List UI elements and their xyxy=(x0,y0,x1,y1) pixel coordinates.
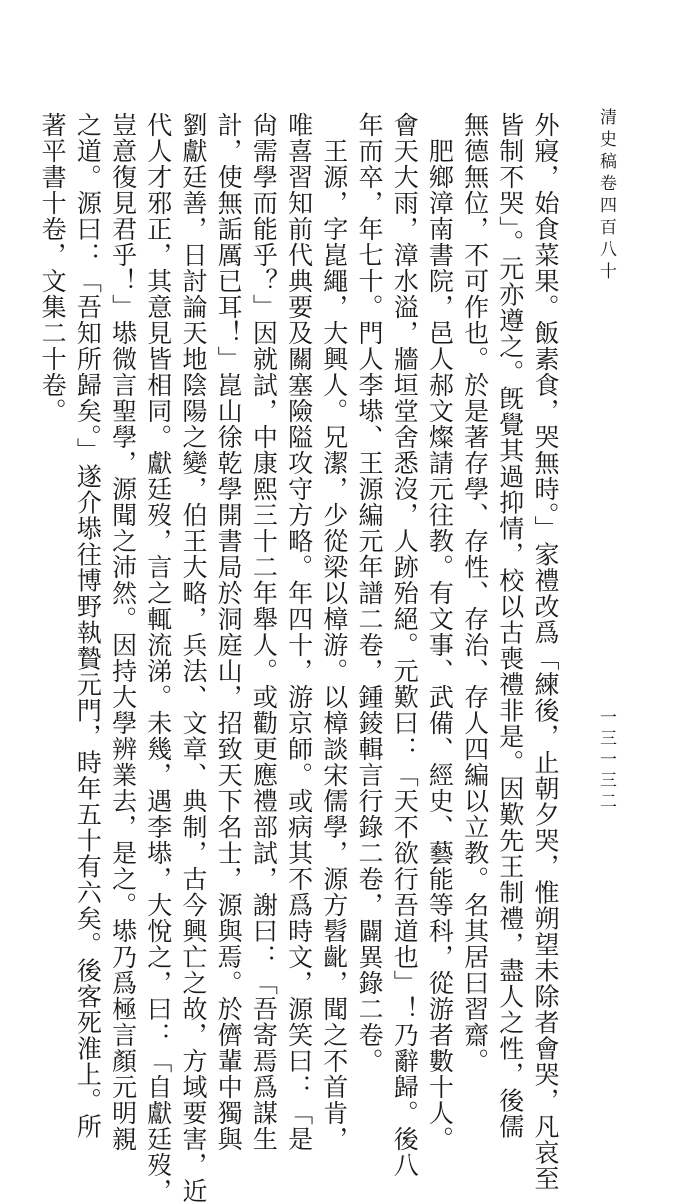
text-line: 肥鄉漳南書院，邑人郝文燦請元往教。有文事、武備、經史、藝能等科，從游者數十人。 xyxy=(425,112,455,1152)
text-line: 計，使無詬厲已耳！」崑山徐乾學開書局於洞庭山，招致天下名士，源與焉。於儕輩中獨與 xyxy=(214,112,244,1152)
text-line: 會天大雨，漳水溢，牆垣堂舍悉沒，人跡殆絕。元歎曰：「天不欲行吾道也」！乃辭歸。後八 xyxy=(390,112,420,1178)
text-line: 代人才邪正，其意見皆相同。獻廷歿，言之輒流涕。未幾，遇李塨，大悅之，曰：「自獻廷歿， xyxy=(143,112,173,1204)
text-line: 年而卒，年七十。門人李塨、王源編元年譜二卷，鍾錂輯言行錄二卷，闢異錄二卷。 xyxy=(354,112,384,1074)
running-header: 清史稿卷四百八十 xyxy=(596,108,616,284)
text-line: 著平書十卷，文集二十卷。 xyxy=(38,112,68,424)
text-line: 之道。源曰：「吾知所歸矣。」遂介塨往博野執贄元門，時年五十有六矣。後客死淮上。所 xyxy=(73,112,103,1140)
text-line: 唯喜習知前代典要及關塞險隘攻守方略。年四十，游京師。或病其不爲時文，源笑曰：「是 xyxy=(284,112,314,1152)
text-line: 外寢，始食菜果。飯素食，哭無時。」家禮改爲「練後，止朝夕哭，惟朔望未除者會哭，凡哀至 xyxy=(531,112,560,1192)
text-line: 無德無位，不可作也。於是著存學、存性、存治、存人四編以立教。名其居曰習齋。 xyxy=(460,112,490,1074)
body-text xyxy=(35,112,563,1204)
text-line: 皆制不哭」。元亦遵之。旣覺其過抑情，校以古喪禮非是。因歎先王制禮，盡人之性，後儒 xyxy=(495,112,525,1140)
text-line: 王源，字崑繩，大興人。兄潔，少從梁以樟游。以樟談宋儒學，源方髫齔，聞之不首肯， xyxy=(319,112,349,1152)
text-line: 尙需學而能乎？」因就試，中康熙三十二年舉人。或勸更應禮部試，謝曰：「吾寄焉爲謀生 xyxy=(249,112,279,1152)
text-line: 豈意復見君乎！」塨微言聖學，源聞之沛然。因持大學辨業去，是之。塨乃爲極言顏元明親 xyxy=(108,112,138,1152)
text-line: 劉獻廷善，日討論天地陰陽之變，伯王大略，兵法、文章、典制，古今興亡之故，方域要害，近 xyxy=(178,112,208,1204)
page-number: 一三一三二 xyxy=(596,708,616,813)
